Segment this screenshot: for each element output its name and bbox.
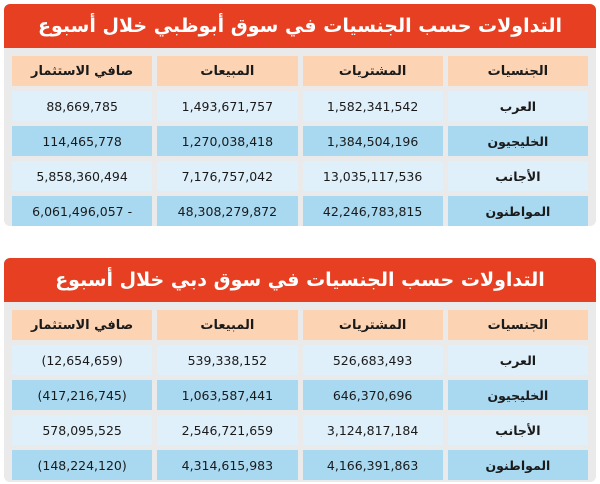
net-cell: 5,858,360,494 (12, 161, 152, 191)
header-net: صافي الاستثمار (12, 56, 152, 86)
nationality-cell: الخليجيون (448, 126, 588, 156)
table-row (12, 161, 588, 191)
table-row (12, 415, 588, 445)
header-sales: المبيعات (157, 310, 297, 340)
dubai-table (12, 310, 588, 480)
table-row (12, 450, 588, 480)
dubai-title: التداولات حسب الجنسيات في سوق دبي خلال أسبوع (4, 258, 596, 302)
sales-cell: 539,338,152 (157, 345, 297, 375)
sales-cell: 1,270,038,418 (157, 126, 297, 156)
header-nationality: الجنسيات (448, 310, 588, 340)
net-cell: 88,669,785 (12, 91, 152, 121)
sales-cell: 1,063,587,441 (157, 380, 297, 410)
nationality-cell: المواطنون (448, 450, 588, 480)
purchases-cell: 4,166,391,863 (303, 450, 443, 480)
header-purchases: المشتريات (303, 310, 443, 340)
sales-cell: 7,176,757,042 (157, 161, 297, 191)
table-row (12, 91, 588, 121)
purchases-cell: 13,035,117,536 (303, 161, 443, 191)
net-cell: (417,216,745) (12, 380, 152, 410)
table-header (12, 56, 588, 86)
nationality-cell: الأجانب (448, 415, 588, 445)
header-purchases: المشتريات (303, 56, 443, 86)
nationality-cell: العرب (448, 345, 588, 375)
sales-cell: 2,546,721,659 (157, 415, 297, 445)
dubai-panel (4, 258, 596, 482)
nationality-cell: العرب (448, 91, 588, 121)
net-cell: 6,061,496,057 - (12, 196, 152, 226)
table-row (12, 380, 588, 410)
purchases-cell: 526,683,493 (303, 345, 443, 375)
net-cell: 114,465,778 (12, 126, 152, 156)
purchases-cell: 1,582,341,542 (303, 91, 443, 121)
header-nationality: الجنسيات (448, 56, 588, 86)
purchases-cell: 3,124,817,184 (303, 415, 443, 445)
purchases-cell: 42,246,783,815 (303, 196, 443, 226)
header-sales: المبيعات (157, 56, 297, 86)
sales-cell: 1,493,671,757 (157, 91, 297, 121)
abu-dhabi-panel (4, 4, 596, 226)
abu-dhabi-title: التداولات حسب الجنسيات في سوق أبوظبي خلال أسبوع (4, 4, 596, 48)
purchases-cell: 1,384,504,196 (303, 126, 443, 156)
sales-cell: 4,314,615,983 (157, 450, 297, 480)
net-cell: 578,095,525 (12, 415, 152, 445)
table-row (12, 126, 588, 156)
purchases-cell: 646,370,696 (303, 380, 443, 410)
nationality-cell: الخليجيون (448, 380, 588, 410)
table-header (12, 310, 588, 340)
table-row (12, 345, 588, 375)
sales-cell: 48,308,279,872 (157, 196, 297, 226)
table-row (12, 196, 588, 226)
abu-dhabi-table (12, 56, 588, 226)
header-net: صافي الاستثمار (12, 310, 152, 340)
nationality-cell: المواطنون (448, 196, 588, 226)
net-cell: (148,224,120) (12, 450, 152, 480)
net-cell: (12,654,659) (12, 345, 152, 375)
nationality-cell: الأجانب (448, 161, 588, 191)
